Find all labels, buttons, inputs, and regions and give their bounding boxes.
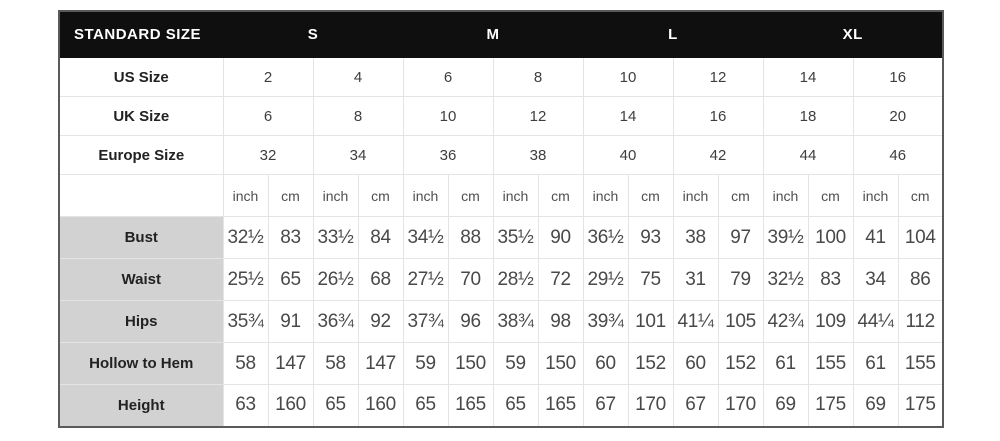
measurement-value-cell: 59 [493,343,538,385]
measurement-value-cell: 152 [718,343,763,385]
unit-cell: cm [538,175,583,217]
measurement-value-cell: 59 [403,343,448,385]
group-header-m: M [403,11,583,58]
measurement-value-cell: 147 [268,343,313,385]
measurement-value-cell: 60 [673,343,718,385]
measurement-value-cell: 175 [808,385,853,427]
size-value-cell: 12 [673,58,763,97]
size-value-cell: 20 [853,97,943,136]
measurement-value-cell: 37¾ [403,301,448,343]
size-value-cell: 36 [403,136,493,175]
measurement-value-cell: 155 [808,343,853,385]
unit-cell: cm [808,175,853,217]
measurement-value-cell: 70 [448,259,493,301]
measurement-value-cell: 86 [898,259,943,301]
unit-cell: cm [358,175,403,217]
measurement-value-cell: 41¼ [673,301,718,343]
measurement-value-cell: 83 [268,217,313,259]
row-label: US Size [59,58,223,97]
measurement-value-cell: 170 [628,385,673,427]
size-value-cell: 16 [673,97,763,136]
measurement-value-cell: 75 [628,259,673,301]
size-value-cell: 44 [763,136,853,175]
size-value-cell: 14 [583,97,673,136]
measurement-value-cell: 155 [898,343,943,385]
size-value-cell: 6 [223,97,313,136]
measurement-value-cell: 90 [538,217,583,259]
measurement-value-cell: 61 [763,343,808,385]
unit-cell: cm [448,175,493,217]
size-value-cell: 4 [313,58,403,97]
size-value-cell: 8 [493,58,583,97]
measurement-value-cell: 88 [448,217,493,259]
measurement-value-cell: 35½ [493,217,538,259]
measurement-value-cell: 38 [673,217,718,259]
size-value-cell: 40 [583,136,673,175]
row-label: Hollow to Hem [59,343,223,385]
measurement-value-cell: 42¾ [763,301,808,343]
measurement-value-cell: 67 [673,385,718,427]
measurement-value-cell: 29½ [583,259,628,301]
row-label: Height [59,385,223,427]
unit-cell: inch [673,175,718,217]
group-header-l: L [583,11,763,58]
measurement-value-cell: 65 [268,259,313,301]
table-header-row [59,11,943,58]
measurement-value-cell: 100 [808,217,853,259]
size-value-cell: 12 [493,97,583,136]
measurement-value-cell: 32½ [223,217,268,259]
unit-cell: cm [718,175,763,217]
size-value-cell: 46 [853,136,943,175]
measurement-value-cell: 36¾ [313,301,358,343]
size-value-cell: 6 [403,58,493,97]
table-title: STANDARD SIZE [59,11,223,58]
measurement-row [59,385,943,427]
measurement-value-cell: 36½ [583,217,628,259]
measurement-value-cell: 147 [358,343,403,385]
measurement-value-cell: 65 [313,385,358,427]
measurement-row [59,301,943,343]
measurement-value-cell: 68 [358,259,403,301]
measurement-value-cell: 97 [718,217,763,259]
empty-corner-cell [59,175,223,217]
measurement-value-cell: 96 [448,301,493,343]
size-row [59,97,943,136]
measurement-value-cell: 79 [718,259,763,301]
size-value-cell: 16 [853,58,943,97]
measurement-row [59,343,943,385]
unit-row [59,175,943,217]
measurement-value-cell: 25½ [223,259,268,301]
measurement-value-cell: 93 [628,217,673,259]
group-header-xl: XL [763,11,943,58]
measurement-value-cell: 170 [718,385,763,427]
measurement-value-cell: 31 [673,259,718,301]
size-table [58,10,944,428]
group-header-s: S [223,11,403,58]
size-value-cell: 38 [493,136,583,175]
measurement-value-cell: 34 [853,259,898,301]
standard-size-chart [58,10,944,428]
measurement-value-cell: 105 [718,301,763,343]
measurement-value-cell: 160 [268,385,313,427]
measurement-value-cell: 150 [448,343,493,385]
row-label: Bust [59,217,223,259]
measurement-value-cell: 150 [538,343,583,385]
measurement-value-cell: 160 [358,385,403,427]
measurement-value-cell: 67 [583,385,628,427]
row-label: Waist [59,259,223,301]
unit-cell: inch [763,175,808,217]
measurement-value-cell: 69 [763,385,808,427]
size-value-cell: 10 [583,58,673,97]
size-value-cell: 10 [403,97,493,136]
measurement-value-cell: 41 [853,217,898,259]
unit-cell: inch [403,175,448,217]
measurement-value-cell: 83 [808,259,853,301]
measurement-value-cell: 33½ [313,217,358,259]
measurement-value-cell: 63 [223,385,268,427]
measurement-value-cell: 61 [853,343,898,385]
unit-cell: cm [268,175,313,217]
unit-cell: inch [313,175,358,217]
measurement-value-cell: 104 [898,217,943,259]
size-row [59,58,943,97]
measurement-value-cell: 112 [898,301,943,343]
measurement-value-cell: 44¼ [853,301,898,343]
size-value-cell: 34 [313,136,403,175]
unit-cell: inch [853,175,898,217]
size-value-cell: 42 [673,136,763,175]
size-value-cell: 14 [763,58,853,97]
measurement-value-cell: 101 [628,301,673,343]
size-value-cell: 32 [223,136,313,175]
measurement-value-cell: 165 [538,385,583,427]
measurement-value-cell: 28½ [493,259,538,301]
measurement-value-cell: 98 [538,301,583,343]
measurement-value-cell: 60 [583,343,628,385]
measurement-value-cell: 84 [358,217,403,259]
measurement-value-cell: 92 [358,301,403,343]
measurement-value-cell: 39½ [763,217,808,259]
measurement-value-cell: 32½ [763,259,808,301]
measurement-value-cell: 26½ [313,259,358,301]
measurement-value-cell: 72 [538,259,583,301]
row-label: Hips [59,301,223,343]
measurement-value-cell: 39¾ [583,301,628,343]
measurement-value-cell: 152 [628,343,673,385]
measurement-value-cell: 69 [853,385,898,427]
unit-cell: cm [628,175,673,217]
measurement-value-cell: 165 [448,385,493,427]
measurement-value-cell: 35¾ [223,301,268,343]
measurement-value-cell: 65 [493,385,538,427]
measurement-value-cell: 175 [898,385,943,427]
unit-cell: inch [583,175,628,217]
size-value-cell: 8 [313,97,403,136]
measurement-value-cell: 91 [268,301,313,343]
unit-cell: cm [898,175,943,217]
measurement-row [59,217,943,259]
size-value-cell: 2 [223,58,313,97]
measurement-value-cell: 58 [313,343,358,385]
measurement-value-cell: 65 [403,385,448,427]
unit-cell: inch [493,175,538,217]
measurement-value-cell: 38¾ [493,301,538,343]
measurement-value-cell: 58 [223,343,268,385]
row-label: Europe Size [59,136,223,175]
measurement-value-cell: 109 [808,301,853,343]
size-row [59,136,943,175]
measurement-row [59,259,943,301]
measurement-value-cell: 34½ [403,217,448,259]
size-value-cell: 18 [763,97,853,136]
measurement-value-cell: 27½ [403,259,448,301]
row-label: UK Size [59,97,223,136]
unit-cell: inch [223,175,268,217]
